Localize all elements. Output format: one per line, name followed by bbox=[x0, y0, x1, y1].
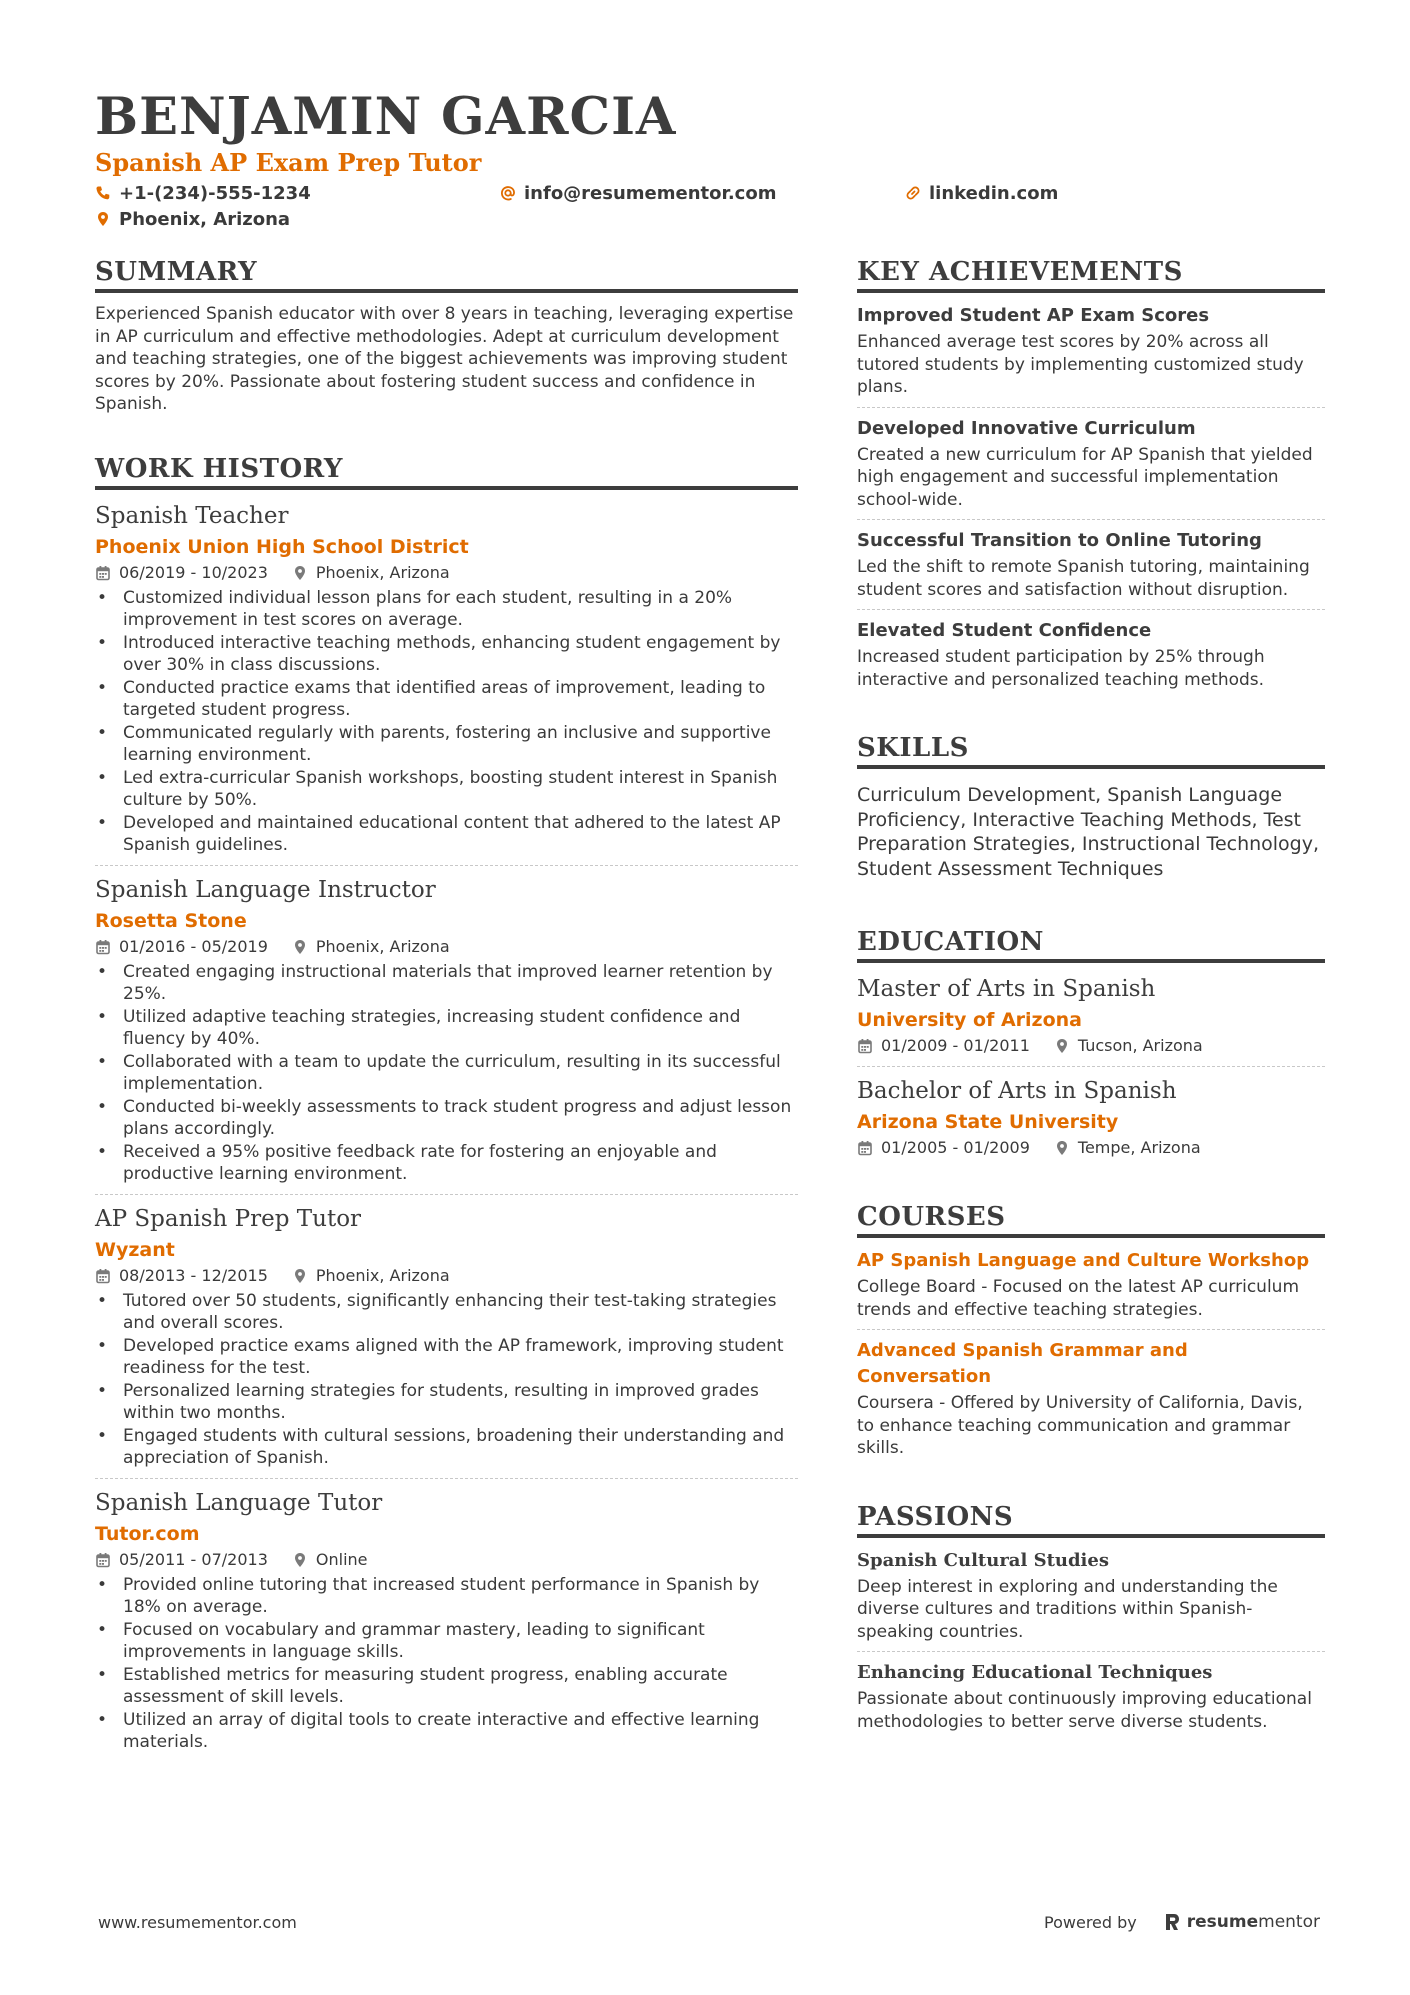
job-meta bbox=[95, 561, 798, 585]
email-text[interactable]: info@resumementor.com bbox=[524, 182, 777, 204]
course-item bbox=[857, 1338, 1325, 1460]
job-bullet: • Utilized adaptive teaching strategies, increasing student confidence and fluency by 40%. bbox=[95, 1006, 798, 1051]
course-title: Advanced Spanish Grammar and Conversation bbox=[857, 1340, 1188, 1387]
degree-title: Master of Arts in Spanish bbox=[857, 976, 1156, 1002]
candidate-role: Spanish AP Exam Prep Tutor bbox=[95, 148, 482, 177]
job-bullet: • Established metrics for measuring student progress, enabling accurate assessment of skill levels. bbox=[95, 1664, 798, 1709]
passion-desc: Deep interest in exploring and understanding the diverse cultures and traditions within Spanish-speaking countries. bbox=[857, 1576, 1278, 1642]
job-location-text: Online bbox=[315, 1549, 368, 1569]
calendar-icon bbox=[857, 1038, 873, 1054]
skills-text: Curriculum Development, Spanish Language Proficiency, Interactive Teaching Methods, Test Preparation Strategies, Instructional Technology, Student Assessment Techniques bbox=[857, 784, 1320, 880]
contact-row-2 bbox=[95, 206, 1325, 232]
summary-section bbox=[95, 255, 798, 416]
summary-text: Experienced Spanish educator with over 8 years in teaching, leveraging expertise in AP curriculum and effective methodologies. Adept at curriculum development and teaching strategies, one of the biggest achievements was improving student scores by 20%. Passionate about fostering student success and confidence in Spanish. bbox=[95, 304, 794, 414]
achievement-desc: Led the shift to remote Spanish tutoring, maintaining student scores and satisfaction without disruption. bbox=[857, 557, 1310, 600]
education-dates-text: 01/2009 - 01/2011 bbox=[881, 1036, 1030, 1055]
education-dates-text: 01/2005 - 01/2009 bbox=[881, 1138, 1030, 1157]
job-entry bbox=[95, 874, 798, 1186]
company-name: Tutor.com bbox=[95, 1522, 200, 1545]
company-name: Wyzant bbox=[95, 1238, 175, 1261]
linkedin-text[interactable]: linkedin.com bbox=[929, 182, 1059, 204]
achievement-item bbox=[857, 416, 1325, 512]
contact-linkedin[interactable] bbox=[905, 183, 1058, 204]
education-item bbox=[857, 1075, 1325, 1160]
job-bullet: • Developed and maintained educational content that adhered to the latest AP Spanish guidelines. bbox=[95, 812, 798, 857]
location-pin-icon bbox=[1054, 1140, 1070, 1156]
achievement-item bbox=[857, 303, 1325, 399]
passion-item bbox=[857, 1548, 1325, 1644]
achievement-desc: Enhanced average test scores by 20% across all tutored students by implementing customized study plans. bbox=[857, 332, 1304, 397]
job-meta bbox=[95, 935, 798, 959]
course-desc: Coursera - Offered by University of California, Davis, to enhance teaching communication and grammar skills. bbox=[857, 1393, 1303, 1458]
job-bullet: • Communicated regularly with parents, fostering an inclusive and supportive learning environment. bbox=[95, 722, 798, 767]
job-bullet: • Developed practice exams aligned with the AP framework, improving student readiness for the test. bbox=[95, 1335, 798, 1380]
location-pin-icon bbox=[292, 1268, 308, 1284]
location-pin-icon bbox=[292, 565, 308, 581]
link-icon bbox=[905, 185, 921, 201]
achievement-item bbox=[857, 618, 1325, 691]
divider bbox=[857, 609, 1325, 610]
course-item bbox=[857, 1248, 1325, 1321]
job-bullet: • Created engaging instructional materials that improved learner retention by 25%. bbox=[95, 961, 798, 1006]
divider bbox=[95, 1194, 798, 1195]
achievement-desc: Increased student participation by 25% through interactive and personalized teaching methods. bbox=[857, 647, 1265, 690]
contact-email[interactable] bbox=[500, 183, 905, 204]
job-location bbox=[292, 1548, 368, 1572]
courses-heading: COURSES bbox=[857, 1200, 1325, 1238]
job-bullet: • Collaborated with a team to update the curriculum, resulting in its successful implementation. bbox=[95, 1051, 798, 1096]
calendar-icon bbox=[95, 565, 111, 581]
education-heading: EDUCATION bbox=[857, 925, 1325, 963]
education-location bbox=[1054, 1136, 1201, 1160]
divider bbox=[95, 865, 798, 866]
location-text: Phoenix, Arizona bbox=[119, 208, 291, 230]
passion-desc: Passionate about continuously improving educational methodologies to better serve diverse students. bbox=[857, 1689, 1312, 1732]
degree-title: Bachelor of Arts in Spanish bbox=[857, 1078, 1177, 1104]
left-column bbox=[95, 255, 798, 1754]
job-bullet: • Personalized learning strategies for students, resulting in improved grades within two months. bbox=[95, 1380, 798, 1425]
calendar-icon bbox=[95, 1552, 111, 1568]
work-history-section bbox=[95, 452, 798, 1754]
job-meta bbox=[95, 1548, 798, 1572]
contact-row bbox=[95, 180, 1325, 206]
brand-name-light: mentor bbox=[1258, 1912, 1320, 1932]
passions-section bbox=[857, 1500, 1325, 1734]
at-icon bbox=[500, 185, 516, 201]
job-title: Spanish Language Instructor bbox=[95, 876, 436, 903]
achievement-title: Developed Innovative Curriculum bbox=[857, 417, 1196, 439]
job-entry bbox=[95, 500, 798, 857]
passion-item bbox=[857, 1660, 1325, 1733]
achievement-title: Successful Transition to Online Tutoring bbox=[857, 530, 1262, 551]
job-bullet: • Utilized an array of digital tools to create interactive and effective learning materials. bbox=[95, 1709, 798, 1754]
education-meta bbox=[857, 1034, 1325, 1058]
job-bullets bbox=[95, 1574, 798, 1754]
job-location bbox=[292, 935, 450, 959]
company-name: Phoenix Union High School District bbox=[95, 535, 469, 558]
work-history-heading: WORK HISTORY bbox=[95, 452, 798, 490]
phone-text: +1-(234)-555-1234 bbox=[119, 182, 311, 204]
job-dates bbox=[95, 561, 268, 585]
job-bullet: • Conducted bi-weekly assessments to track student progress and adjust lesson plans accordingly. bbox=[95, 1096, 798, 1141]
job-title: Spanish Language Tutor bbox=[95, 1489, 383, 1516]
skills-heading: SKILLS bbox=[857, 731, 1325, 769]
contact-location bbox=[95, 209, 290, 230]
school-name: University of Arizona bbox=[857, 1009, 1082, 1031]
brand-logo[interactable] bbox=[1163, 1912, 1320, 1932]
job-bullet: • Provided online tutoring that increased student performance in Spanish by 18% on average. bbox=[95, 1574, 798, 1619]
job-entry bbox=[95, 1487, 798, 1754]
resumementor-logo-icon bbox=[1163, 1912, 1181, 1932]
education-meta bbox=[857, 1136, 1325, 1160]
education-dates bbox=[857, 1136, 1030, 1160]
education-item bbox=[857, 973, 1325, 1058]
resume-header bbox=[95, 82, 1325, 232]
right-column bbox=[857, 255, 1325, 1733]
job-dates-text: 01/2016 - 05/2019 bbox=[119, 936, 268, 956]
achievement-item bbox=[857, 528, 1325, 601]
powered-by bbox=[1044, 1912, 1320, 1932]
school-name: Arizona State University bbox=[857, 1111, 1119, 1133]
company-name: Rosetta Stone bbox=[95, 909, 247, 932]
job-bullet: • Tutored over 50 students, significantly enhancing their test-taking strategies and overall scores. bbox=[95, 1290, 798, 1335]
calendar-icon bbox=[95, 939, 111, 955]
job-location-text: Phoenix, Arizona bbox=[315, 1265, 450, 1285]
passion-title: Spanish Cultural Studies bbox=[857, 1549, 1109, 1571]
location-pin-icon bbox=[292, 1552, 308, 1568]
achievement-title: Improved Student AP Exam Scores bbox=[857, 305, 1210, 326]
achievement-desc: Created a new curriculum for AP Spanish that yielded high engagement and successful implementation school-wide. bbox=[857, 444, 1313, 510]
divider bbox=[857, 1066, 1325, 1067]
job-bullet: • Engaged students with cultural sessions, broadening their understanding and appreciation of Spanish. bbox=[95, 1425, 798, 1470]
footer-website[interactable]: www.resumementor.com bbox=[98, 1912, 297, 1932]
divider bbox=[857, 1651, 1325, 1652]
job-dates bbox=[95, 935, 268, 959]
phone-icon bbox=[95, 185, 111, 201]
skills-section bbox=[857, 731, 1325, 881]
achievements-heading: KEY ACHIEVEMENTS bbox=[857, 255, 1325, 293]
achievements-section bbox=[857, 255, 1325, 691]
powered-by-label: Powered by bbox=[1044, 1912, 1137, 1932]
summary-heading: SUMMARY bbox=[95, 255, 798, 293]
job-dates-text: 08/2013 - 12/2015 bbox=[119, 1265, 268, 1285]
location-pin-icon bbox=[95, 211, 111, 227]
job-dates bbox=[95, 1264, 268, 1288]
course-title: AP Spanish Language and Culture Workshop bbox=[857, 1250, 1310, 1271]
job-location-text: Phoenix, Arizona bbox=[315, 936, 450, 956]
job-title: AP Spanish Prep Tutor bbox=[95, 1205, 362, 1232]
divider bbox=[95, 1478, 798, 1479]
job-location-text: Phoenix, Arizona bbox=[315, 562, 450, 582]
brand-name-bold: resume bbox=[1186, 1912, 1259, 1932]
passions-heading: PASSIONS bbox=[857, 1500, 1325, 1538]
course-desc: College Board - Focused on the latest AP curriculum trends and effective teaching strategies. bbox=[857, 1277, 1299, 1320]
divider bbox=[857, 407, 1325, 408]
job-entry bbox=[95, 1203, 798, 1470]
job-bullets bbox=[95, 587, 798, 857]
education-dates bbox=[857, 1034, 1030, 1058]
job-bullets bbox=[95, 961, 798, 1186]
calendar-icon bbox=[95, 1268, 111, 1284]
job-bullet: • Customized individual lesson plans for each student, resulting in a 20% improvement in test scores on average. bbox=[95, 587, 798, 632]
job-bullet: • Introduced interactive teaching methods, enhancing student engagement by over 30% in class discussions. bbox=[95, 632, 798, 677]
job-bullet: • Focused on vocabulary and grammar mastery, leading to significant improvements in language skills. bbox=[95, 1619, 798, 1664]
location-pin-icon bbox=[292, 939, 308, 955]
job-location bbox=[292, 1264, 450, 1288]
calendar-icon bbox=[857, 1140, 873, 1156]
education-location-text: Tempe, Arizona bbox=[1077, 1138, 1201, 1157]
job-bullets bbox=[95, 1290, 798, 1470]
job-dates bbox=[95, 1548, 268, 1572]
divider bbox=[857, 519, 1325, 520]
job-dates-text: 06/2019 - 10/2023 bbox=[119, 562, 268, 582]
job-title: Spanish Teacher bbox=[95, 502, 289, 529]
job-bullet: • Received a 95% positive feedback rate for fostering an enjoyable and productive learning environment. bbox=[95, 1141, 798, 1186]
passion-title: Enhancing Educational Techniques bbox=[857, 1662, 1213, 1683]
education-section bbox=[857, 925, 1325, 1160]
contact-phone bbox=[95, 183, 500, 204]
divider bbox=[857, 1329, 1325, 1330]
page-footer bbox=[98, 1908, 1320, 1936]
job-meta bbox=[95, 1264, 798, 1288]
job-bullet: • Conducted practice exams that identified areas of improvement, leading to targeted student progress. bbox=[95, 677, 798, 722]
job-location bbox=[292, 561, 450, 585]
job-bullet: • Led extra-curricular Spanish workshops, boosting student interest in Spanish culture by 50%. bbox=[95, 767, 798, 812]
achievement-title: Elevated Student Confidence bbox=[857, 620, 1152, 641]
candidate-name: BENJAMIN GARCIA bbox=[95, 87, 677, 147]
education-location-text: Tucson, Arizona bbox=[1077, 1036, 1203, 1055]
job-dates-text: 05/2011 - 07/2013 bbox=[119, 1549, 268, 1569]
location-pin-icon bbox=[1054, 1038, 1070, 1054]
education-location bbox=[1054, 1034, 1203, 1058]
courses-section bbox=[857, 1200, 1325, 1460]
